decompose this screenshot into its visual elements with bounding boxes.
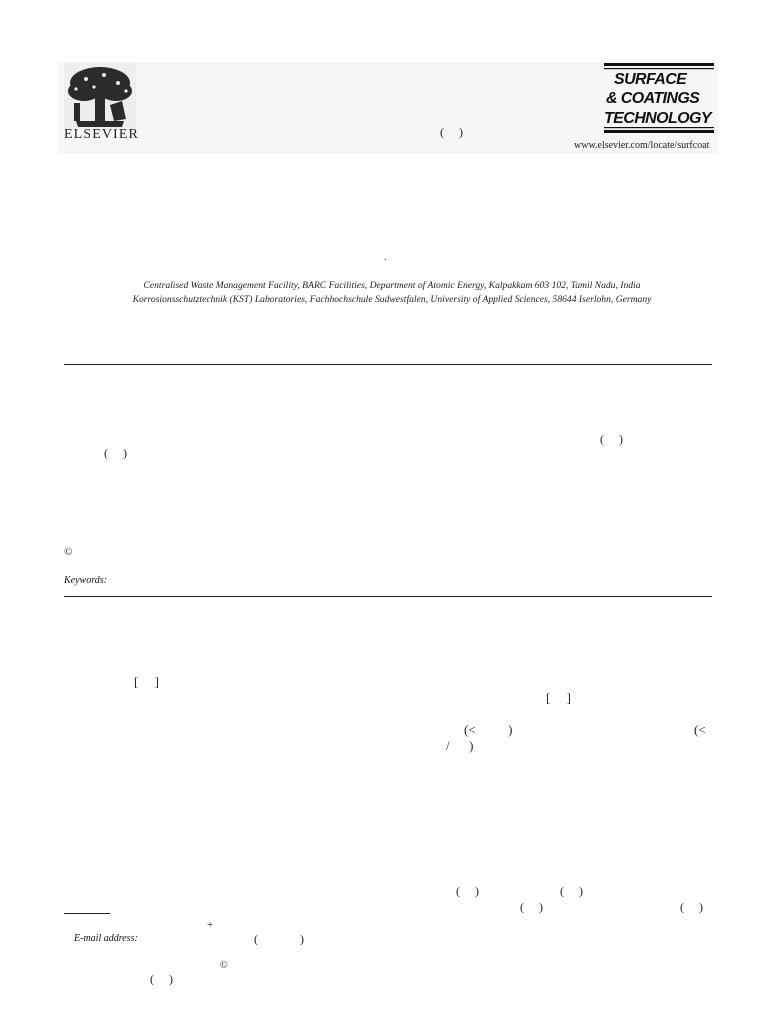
body-fragment-paren-3: ( ) xyxy=(520,900,543,914)
authors-fragment: . xyxy=(384,252,387,263)
abstract-top-rule xyxy=(64,364,712,365)
keywords-label: Keywords: xyxy=(64,575,107,586)
abstract-fragment-1: ( ) xyxy=(600,432,623,446)
citation-bracket-2: [ ] xyxy=(546,690,571,705)
body-fragment-slash: / ) xyxy=(446,738,474,753)
journal-logo-line-3: TECHNOLOGY xyxy=(604,110,711,127)
elsevier-tree-logo xyxy=(64,63,136,129)
footnote-rule xyxy=(64,913,110,914)
doi-fragment: ( ) xyxy=(150,972,173,986)
journal-url: www.elsevier.com/locate/surfcoat xyxy=(574,140,710,151)
footnote-copyright: © xyxy=(220,960,228,971)
journal-logo-line-1: SURFACE xyxy=(614,71,687,88)
body-fragment-lt-1: (< ) xyxy=(464,722,513,737)
affiliation-2: Korrosionsschutztechnik (KST) Laboratories, Fachhochschule Sudwestfalen, University of Applied Sciences, 58644 Iserlohn, Germany xyxy=(132,294,652,305)
affiliation-1: Centralised Waste Management Facility, BARC Facilities, Department of Atomic Energy, Kalpakkam 603 102, Tamil Nadu, India xyxy=(143,280,641,291)
issue-fragment: ( ) xyxy=(440,125,463,139)
body-fragment-paren-1: ( ) xyxy=(456,884,479,898)
citation-bracket-1: [ ] xyxy=(134,674,159,689)
email-label: E-mail address: xyxy=(74,933,138,944)
body-fragment-paren-2: ( ) xyxy=(560,884,583,898)
journal-logo xyxy=(602,63,714,135)
body-fragment-lt-2: (< xyxy=(694,722,706,737)
email-fragment: ( ) xyxy=(254,932,304,946)
journal-logo-line-2: & COATINGS xyxy=(606,90,700,107)
abstract-bottom-rule xyxy=(64,596,712,597)
footnote-plus: + xyxy=(207,919,214,931)
copyright-symbol: © xyxy=(64,546,73,558)
body-fragment-paren-4: ( ) xyxy=(680,900,703,914)
abstract-fragment-2: ( ) xyxy=(104,446,127,460)
elsevier-wordmark: ELSEVIER xyxy=(64,127,139,142)
